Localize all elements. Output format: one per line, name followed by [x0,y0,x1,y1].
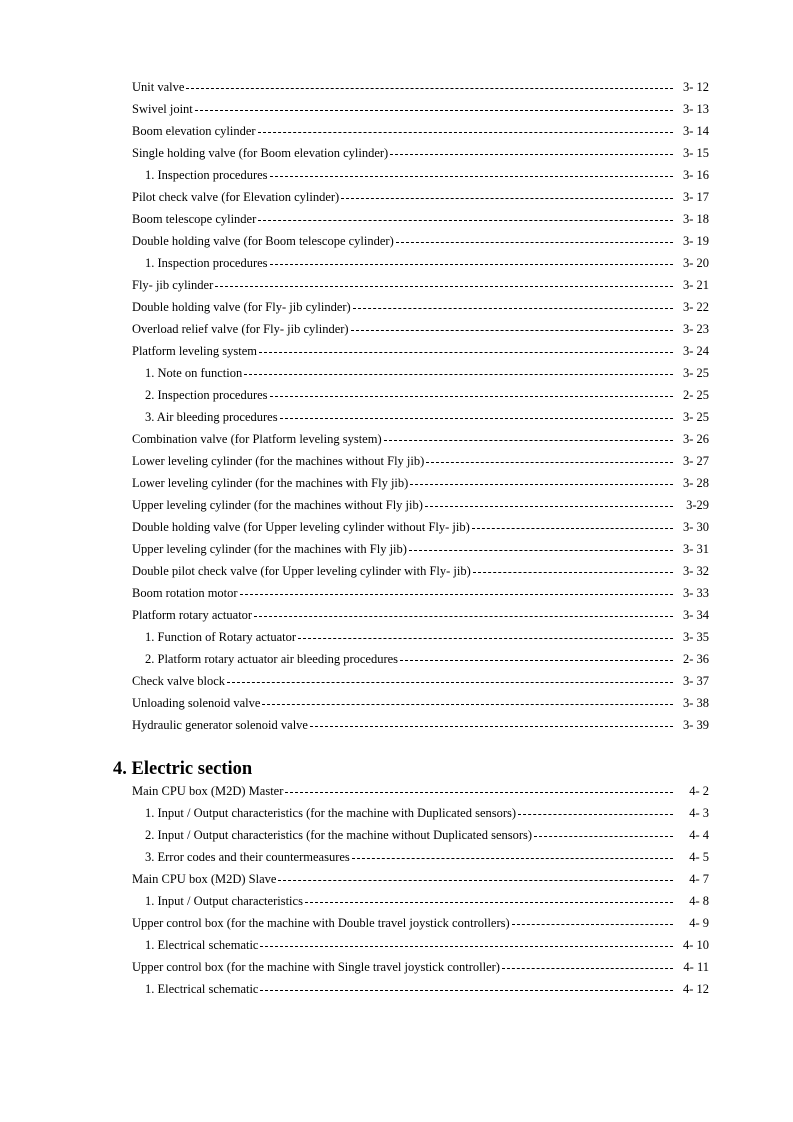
toc-entry-title: 1. Function of Rotary actuator [145,630,297,644]
toc-entry-title: 1. Input / Output characteristics (for the machine with Duplicated sensors) [145,806,517,820]
toc-entry [132,252,709,274]
toc-entry [132,494,709,516]
toc-entry [132,428,709,450]
toc-entry-page-number: 3- 28 [682,476,709,490]
toc-entry-page-number: 3- 21 [682,278,709,292]
toc-list-hydraulic [132,76,709,736]
toc-entry-title: Unloading solenoid valve [132,696,261,710]
toc-entry-page-number: 4- 8 [689,894,709,908]
toc-entry-page-number: 3- 38 [682,696,709,710]
toc-entry-title: Lower leveling cylinder (for the machines without Fly jib) [132,454,425,468]
toc-entry-title: 1. Inspection procedures [145,256,268,270]
toc-entry-page-number: 3-29 [686,498,709,512]
toc-entry-page-number: 4- 12 [682,982,709,996]
toc-entry [132,362,709,384]
toc-dot-leader [425,506,673,507]
toc-entry-page-number: 3- 17 [682,190,709,204]
toc-entry-title: Platform rotary actuator [132,608,253,622]
toc-entry-page-number: 3- 20 [682,256,709,270]
toc-entry-title: Pilot check valve (for Elevation cylinder) [132,190,340,204]
toc-entry-page-number: 3- 23 [682,322,709,336]
toc-entry-title: Boom elevation cylinder [132,124,256,138]
toc-entry-page-number: 3- 27 [682,454,709,468]
toc-entry-title: 1. Input / Output characteristics [145,894,303,908]
toc-dot-leader [310,726,673,727]
toc-dot-leader [353,308,673,309]
toc-dot-leader [278,880,673,881]
toc-entry-title: 2. Input / Output characteristics (for the machine without Duplicated sensors) [145,828,533,842]
toc-dot-leader [400,660,673,661]
toc-dot-leader [341,198,673,199]
toc-entry [132,208,709,230]
toc-entry [132,516,709,538]
toc-entry-page-number: 4- 3 [689,806,709,820]
toc-entry-page-number: 3- 30 [682,520,709,534]
toc-entry-page-number: 3- 35 [682,630,709,644]
toc-dot-leader [270,396,673,397]
toc-dot-leader [254,616,673,617]
toc-entry [132,164,709,186]
toc-entry-page-number: 4- 7 [689,872,709,886]
toc-entry-title: Fly- jib cylinder [132,278,214,292]
toc-entry [132,120,709,142]
toc-dot-leader [259,352,673,353]
toc-entry-page-number: 3- 12 [682,80,709,94]
toc-entry-page-number: 4- 9 [689,916,709,930]
toc-entry-title: 2. Platform rotary actuator air bleeding procedures [145,652,399,666]
toc-entry-page-number: 3- 37 [682,674,709,688]
toc-entry [132,956,709,978]
toc-dot-leader [260,990,673,991]
toc-dot-leader [512,924,673,925]
toc-entry-page-number: 3- 13 [682,102,709,116]
toc-dot-leader [352,858,673,859]
toc-entry [132,846,709,868]
toc-entry [132,142,709,164]
toc-entry-title: 1. Electrical schematic [145,938,259,952]
toc-dot-leader [285,792,673,793]
toc-dot-leader [472,528,673,529]
toc-dot-leader [426,462,673,463]
toc-entry-page-number: 3- 24 [682,344,709,358]
toc-dot-leader [260,946,673,947]
toc-entry-title: Lower leveling cylinder (for the machines with Fly jib) [132,476,409,490]
toc-entry-title: Check valve block [132,674,226,688]
toc-dot-leader [473,572,673,573]
toc-entry [132,604,709,626]
toc-entry-page-number: 3- 26 [682,432,709,446]
toc-dot-leader [240,594,673,595]
toc-entry-title: 1. Inspection procedures [145,168,268,182]
toc-dot-leader [410,484,673,485]
toc-dot-leader [270,264,673,265]
toc-entry [132,648,709,670]
toc-entry-title: Swivel joint [132,102,193,116]
toc-entry [132,934,709,956]
toc-dot-leader [305,902,673,903]
toc-entry-page-number: 3- 33 [682,586,709,600]
toc-entry [132,76,709,98]
toc-entry-title: 3. Air bleeding procedures [145,410,278,424]
toc-entry [132,912,709,934]
toc-entry-page-number: 4- 5 [689,850,709,864]
toc-entry-page-number: 3- 14 [682,124,709,138]
toc-entry-title: Boom rotation motor [132,586,238,600]
toc-entry-page-number: 3- 25 [682,366,709,380]
toc-entry-title: Double holding valve (for Fly- jib cylinder) [132,300,351,314]
toc-entry-title: Double holding valve (for Boom telescope cylinder) [132,234,394,248]
toc-entry-page-number: 4- 10 [682,938,709,952]
toc-entry [132,802,709,824]
toc-dot-leader [215,286,673,287]
toc-dot-leader [518,814,673,815]
toc-dot-leader [195,110,673,111]
toc-dot-leader [186,88,673,89]
toc-dot-leader [351,330,673,331]
toc-entry [132,626,709,648]
toc-entry-title: 2. Inspection procedures [145,388,268,402]
toc-entry-page-number: 3- 18 [682,212,709,226]
toc-dot-leader [534,836,673,837]
toc-entry [132,384,709,406]
toc-entry [132,230,709,252]
toc-dot-leader [280,418,673,419]
toc-entry-page-number: 2- 25 [682,388,709,402]
toc-dot-leader [258,220,673,221]
toc-entry-page-number: 3- 25 [682,410,709,424]
section-heading-electric: 4. Electric section [113,759,253,779]
toc-entry [132,890,709,912]
toc-entry-title: Single holding valve (for Boom elevation cylinder) [132,146,389,160]
toc-dot-leader [270,176,673,177]
toc-entry-title: Unit valve [132,80,185,94]
toc-entry [132,274,709,296]
toc-entry [132,340,709,362]
toc-dot-leader [262,704,673,705]
toc-dot-leader [384,440,673,441]
toc-dot-leader [390,154,673,155]
toc-entry [132,824,709,846]
toc-entry [132,472,709,494]
toc-dot-leader [409,550,673,551]
toc-entry [132,714,709,736]
toc-entry [132,978,709,1000]
toc-entry [132,868,709,890]
toc-entry [132,450,709,472]
toc-entry-page-number: 3- 39 [682,718,709,732]
toc-entry-title: Upper control box (for the machine with Double travel joystick controllers) [132,916,510,930]
toc-entry-title: Upper control box (for the machine with Single travel joystick controller) [132,960,500,974]
toc-entry-page-number: 3- 34 [682,608,709,622]
toc-entry [132,692,709,714]
toc-entry [132,560,709,582]
toc-dot-leader [502,968,673,969]
toc-entry-page-number: 4- 2 [689,784,709,798]
toc-entry-title: Upper leveling cylinder (for the machines with Fly jib) [132,542,407,556]
toc-list-electric [132,780,709,1000]
toc-dot-leader [244,374,673,375]
toc-entry-page-number: 4- 4 [689,828,709,842]
toc-entry-title: Upper leveling cylinder (for the machines without Fly jib) [132,498,423,512]
toc-entry-page-number: 3- 19 [682,234,709,248]
toc-entry-page-number: 3- 22 [682,300,709,314]
toc-entry-page-number: 2- 36 [682,652,709,666]
toc-entry-title: Boom telescope cylinder [132,212,257,226]
toc-entry-title: Main CPU box (M2D) Slave [132,872,277,886]
toc-dot-leader [258,132,673,133]
toc-entry-page-number: 3- 32 [682,564,709,578]
toc-entry-title: Main CPU box (M2D) Master [132,784,284,798]
toc-entry-title: 3. Error codes and their countermeasures [145,850,350,864]
toc-dot-leader [298,638,673,639]
toc-entry-title: Overload relief valve (for Fly- jib cylinder) [132,322,349,336]
toc-entry-title: Double pilot check valve (for Upper leveling cylinder with Fly- jib) [132,564,471,578]
toc-entry-title: Double holding valve (for Upper leveling cylinder without Fly- jib) [132,520,470,534]
toc-entry [132,780,709,802]
toc-dot-leader [396,242,673,243]
toc-entry [132,296,709,318]
toc-entry [132,98,709,120]
toc-entry [132,186,709,208]
toc-entry-title: 1. Electrical schematic [145,982,259,996]
toc-entry-page-number: 4- 11 [683,960,709,974]
toc-entry-title: 1. Note on function [145,366,243,380]
toc-entry [132,406,709,428]
toc-entry-page-number: 3- 15 [682,146,709,160]
toc-entry [132,318,709,340]
toc-entry-title: Hydraulic generator solenoid valve [132,718,308,732]
toc-entry-title: Combination valve (for Platform leveling system) [132,432,382,446]
toc-entry [132,538,709,560]
toc-entry-title: Platform leveling system [132,344,257,358]
toc-entry [132,582,709,604]
toc-entry-page-number: 3- 16 [682,168,709,182]
toc-entry [132,670,709,692]
toc-dot-leader [227,682,673,683]
toc-entry-page-number: 3- 31 [682,542,709,556]
